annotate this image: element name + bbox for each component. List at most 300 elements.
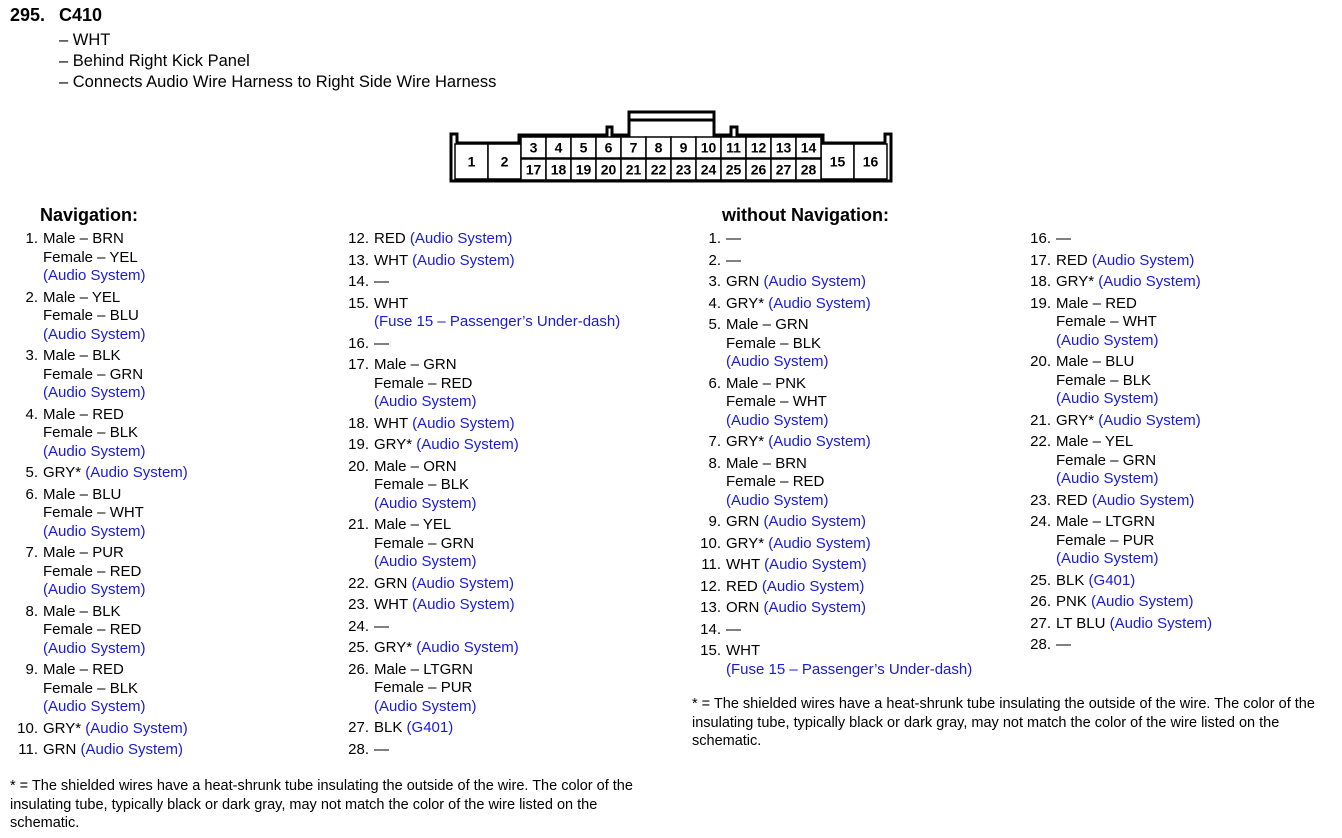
pin-label-21: 21 [625,161,642,178]
system-reference-link[interactable]: (Audio System) [764,556,867,573]
pin-entry [341,575,671,594]
system-reference-link[interactable]: (Audio System) [1098,273,1201,290]
system-reference-link[interactable]: (Audio System) [43,698,146,715]
pin-detail-line [1056,332,1159,351]
wire-color: WHT [374,294,409,312]
wire-color: Male – RED [43,661,124,678]
pin-detail-line [374,661,477,680]
pin-detail-line [374,393,477,412]
wire-color: Female – BLK [374,476,470,493]
pin-detail-line [374,618,389,637]
system-reference-link[interactable]: (Audio System) [374,494,477,512]
pin-label-26: 26 [750,161,767,178]
pin-label-2: 2 [500,153,509,170]
pin-number: 9. [708,513,721,530]
system-reference-link[interactable]: (Audio System) [43,581,146,598]
wire-color: — [374,617,389,635]
wire-color: Female – RED [43,562,142,580]
system-reference-link[interactable]: (Audio System) [80,741,184,758]
wire-color: Male – LTGRN [1056,513,1155,530]
pin-number: 8. [708,454,721,472]
pin-detail-line [43,406,146,425]
system-reference-link[interactable]: (Audio System) [1109,614,1213,632]
pin-detail-line [43,698,146,717]
pin-detail-line [43,661,146,680]
pin-entry [1023,492,1333,511]
pin-detail-line [726,535,871,554]
pin-number: 2. [708,251,721,269]
pin-detail-line [374,230,512,249]
pin-entry [1023,230,1333,249]
pin-label-18: 18 [550,161,567,178]
pin-number: 25. [1030,571,1051,589]
pin-detail-line [43,720,188,739]
wire-color: GRN [726,513,760,530]
pin-label-9: 9 [679,139,688,156]
pin-detail-line [1056,452,1159,471]
pin-number: 8. [25,602,38,620]
pin-detail-line [374,375,477,394]
wire-color: WHT [726,642,761,659]
pin-number: 12. [348,230,369,247]
pin-detail-line [43,424,146,443]
system-reference-link[interactable]: (Audio System) [726,491,829,509]
wire-color: Male – LTGRN [374,660,473,678]
pin-label-17: 17 [525,161,542,178]
wire-color: Male – GRN [726,316,809,333]
pin-number: 15. [700,642,721,659]
pin-detail-line [1056,353,1159,372]
pin-number: 5. [708,316,721,333]
pin-entry [10,347,330,403]
wire-color: GRY* [726,433,765,450]
pin-number: 28. [348,740,369,758]
pin-detail-line [1056,252,1194,271]
pin-number: 6. [708,374,721,392]
wire-color: Male – YEL [1056,433,1134,450]
wire-color: Female – GRN [374,534,475,552]
pin-entry [1023,295,1333,351]
pin-detail-line [43,230,146,249]
pin-detail-line [726,230,741,249]
pin-detail-line [374,639,519,658]
pin-label-20: 20 [600,161,617,178]
pin-label-16: 16 [862,153,879,170]
wire-color: Female – RED [726,473,825,490]
pin-number: 12. [700,577,721,595]
wire-color: Male – RED [1056,294,1137,312]
pin-detail-line [726,455,829,474]
pin-entry [341,436,671,455]
wire-color: Male – PUR [43,544,124,561]
pin-detail-line [726,556,867,575]
wire-color: RED [726,577,758,595]
pin-entry [1023,593,1333,612]
system-reference-link[interactable]: (Audio System) [1056,390,1159,407]
pin-detail-line [43,563,146,582]
wire-color: BLK [374,719,403,736]
wire-color: GRY* [1056,411,1095,429]
pin-number: 4. [25,405,38,423]
pin-number: 9. [25,661,38,678]
system-reference-link[interactable]: (Audio System) [1056,331,1159,349]
wire-color: GRY* [43,719,82,737]
pin-number: 14. [348,273,369,290]
pin-entry [1023,513,1333,569]
wire-color: Female – GRN [1056,451,1157,469]
system-reference-link[interactable]: (Audio System) [726,353,829,370]
connector-diagram [445,108,895,188]
pin-label-24: 24 [700,161,717,178]
pin-entry [693,599,1013,618]
connector-location-line: – Behind Right Kick Panel [59,52,250,70]
pin-number: 7. [25,544,38,561]
wire-color: LT BLU [1056,614,1106,632]
system-reference-link[interactable]: (G401) [406,719,454,736]
pin-number: 17. [348,356,369,373]
system-reference-link[interactable]: (Audio System) [416,436,519,453]
pin-detail-line [374,436,519,455]
wire-color: Male – RED [43,405,124,423]
pin-detail-line [43,544,146,563]
pin-number: 14. [700,620,721,638]
wire-color: — [726,251,741,269]
pin-detail-line [43,249,146,268]
pin-detail-line [726,393,829,412]
system-reference-link[interactable]: (Audio System) [409,230,513,247]
pin-detail-line [1056,372,1159,391]
pin-detail-line [726,353,829,372]
wire-color: Female – PUR [374,679,473,696]
pin-detail-line [43,621,146,640]
wire-color: — [726,230,741,247]
system-reference-link[interactable]: (Fuse 15 – Passenger’s Under-dash) [374,313,621,330]
system-reference-link[interactable]: (G401) [1088,571,1136,589]
pin-entry [341,458,671,514]
system-reference-link[interactable]: (Audio System) [85,719,188,737]
pin-entry [693,455,1013,511]
wire-color: Female – BLK [43,679,139,697]
pin-detail-line [374,458,477,477]
pin-number: 21. [348,516,369,533]
pin-label-4: 4 [554,139,563,156]
system-reference-link[interactable]: (Audio System) [1056,470,1159,487]
pin-entry [693,230,1013,249]
navigation-pin-list-1 [10,230,330,763]
pin-detail-line [726,375,829,394]
system-reference-link[interactable]: (Audio System) [43,639,146,657]
pin-detail-line [43,486,146,505]
pin-label-14: 14 [800,139,817,156]
pin-number: 25. [348,639,369,656]
pin-entry [341,415,671,434]
pin-number: 11. [18,741,38,758]
wire-color: — [1056,230,1071,247]
system-reference-link[interactable]: (Audio System) [1091,491,1195,509]
system-reference-link[interactable]: (Audio System) [761,577,865,595]
pin-detail-line [43,326,146,345]
pin-detail-line [43,289,146,308]
pin-entry [341,618,671,637]
wire-color: Male – BLU [43,485,122,503]
system-reference-link[interactable]: (Audio System) [768,433,871,450]
pin-detail-line [1056,230,1071,249]
pin-entry [341,230,671,249]
system-reference-link[interactable]: (Audio System) [763,273,867,290]
pin-entry [10,486,330,542]
navigation-pin-list-2 [341,230,671,762]
system-reference-link[interactable]: (Audio System) [411,574,515,592]
pin-detail-line [726,621,741,640]
connector-title: C410 [59,5,103,25]
pin-entry [10,544,330,600]
wire-color: Male – PNK [726,374,807,392]
pin-detail-line [43,464,188,483]
wire-color: RED [374,230,406,247]
system-reference-link[interactable]: (Audio System) [374,393,477,410]
pin-entry [1023,353,1333,409]
pin-label-10: 10 [700,139,717,156]
pin-detail-line [1056,470,1159,489]
pin-entry [10,741,330,760]
pin-label-22: 22 [650,161,667,178]
pin-detail-line [374,741,389,760]
pin-number: 13. [348,251,369,269]
pin-detail-line [726,599,866,618]
navigation-heading: Navigation: [40,205,139,225]
system-reference-link[interactable]: (Audio System) [85,464,188,481]
wire-color: — [374,334,389,352]
wire-color: — [374,273,389,290]
system-reference-link[interactable]: (Audio System) [1056,550,1159,567]
wire-color: Female – YEL [43,248,138,266]
pin-detail-line [374,495,477,514]
system-reference-link[interactable]: (Audio System) [1091,251,1195,269]
pin-detail-line [726,492,829,511]
wire-color: GRY* [374,436,413,453]
pin-entry [1023,412,1333,431]
pin-detail-line [726,316,829,335]
pin-label-7: 7 [629,139,638,156]
pin-entry [341,719,671,738]
pin-entry [1023,636,1333,655]
connector-color-line: – WHT [59,31,111,49]
pin-entry [693,433,1013,452]
pin-detail-line [43,741,183,760]
wire-color: Male – BLU [1056,353,1135,370]
pin-label-11: 11 [726,139,741,156]
system-reference-link[interactable]: (Audio System) [412,596,515,613]
pin-detail-line [726,578,864,597]
pin-label-6: 6 [604,139,613,156]
wire-color: — [1056,636,1071,653]
wire-color: Male – BRN [43,230,124,247]
pin-detail-line [43,504,146,523]
pin-number: 23. [1030,491,1051,509]
wire-color: Female – BLK [726,334,822,352]
pin-entry [693,535,1013,554]
pin-entry [10,661,330,717]
pin-detail-line [726,295,871,314]
system-reference-link[interactable]: (Fuse 15 – Passenger’s Under-dash) [726,660,973,678]
pin-number: 1. [25,230,38,247]
system-reference-link[interactable]: (Audio System) [43,325,146,343]
pin-entry [1023,572,1333,591]
pin-detail-line [43,523,146,542]
wire-color: GRY* [43,464,82,481]
system-reference-link[interactable]: (Audio System) [1091,593,1194,610]
pin-entry [1023,252,1333,271]
pin-detail-line [374,273,389,292]
pin-entry [1023,433,1333,489]
wire-color: — [374,740,389,758]
wire-color: Female – BLK [43,424,139,441]
wire-color: GRN [726,273,760,290]
system-reference-link[interactable]: (Audio System) [768,534,871,552]
pin-detail-line [726,273,866,292]
pin-entry [341,639,671,658]
pin-detail-line [1056,550,1159,569]
pin-entry [10,289,330,345]
pin-number: 3. [25,347,38,364]
pin-entry [341,596,671,615]
wire-color: Female – RED [374,374,473,392]
pin-number: 24. [348,617,369,635]
pin-detail-line [726,513,866,532]
wire-color: Female – WHT [1056,313,1157,330]
wire-color: GRN [43,741,77,758]
system-reference-link[interactable]: (Audio System) [374,697,477,715]
pin-number: 20. [348,457,369,475]
pin-number: 1. [708,230,721,247]
without-navigation-pin-list-2 [1023,230,1333,658]
wire-color: Male – GRN [374,356,457,373]
pin-number: 16. [348,334,369,352]
pin-number: 19. [348,436,369,453]
pin-detail-line [43,347,146,366]
pin-label-23: 23 [675,161,692,178]
pin-entry [1023,615,1333,634]
pin-detail-line [1056,636,1071,655]
pin-number: 23. [348,596,369,613]
pin-detail-line [43,640,146,659]
pin-entry [693,375,1013,431]
pin-cells [455,137,887,180]
pin-number: 10. [17,719,38,737]
wire-color: — [726,620,741,638]
system-reference-link[interactable]: (Audio System) [374,553,477,570]
pin-detail-line [1056,433,1159,452]
wire-color: ORN [726,599,760,616]
wire-color: Male – BLK [43,602,121,620]
wire-color: Female – WHT [43,504,144,521]
pin-entry [10,603,330,659]
system-reference-link[interactable]: (Audio System) [768,294,871,312]
pin-number: 27. [1030,614,1051,632]
pin-number: 4. [708,294,721,312]
wire-color: Male – ORN [374,457,457,475]
wire-color: Female – GRN [43,365,144,383]
pin-number: 5. [25,464,38,481]
wire-color: BLK [1056,571,1085,589]
system-reference-link[interactable]: (Audio System) [43,384,146,401]
system-reference-link[interactable]: (Audio System) [43,267,146,284]
pin-number: 17. [1030,251,1051,269]
wire-color: Male – BRN [726,454,807,472]
wire-color: Female – BLK [1056,371,1152,389]
pin-detail-line [726,252,741,271]
pin-detail-line [43,267,146,286]
system-reference-link[interactable]: (Audio System) [726,411,829,429]
pin-detail-line [374,252,515,271]
pin-number: 22. [1030,433,1051,450]
pin-label-28: 28 [800,161,817,178]
system-reference-link[interactable]: (Audio System) [1098,411,1201,429]
pin-detail-line [43,443,146,462]
pin-entry [341,661,671,717]
pin-entry [341,741,671,760]
pin-entry [341,356,671,412]
pin-entry [693,621,1013,640]
pin-detail-line [1056,412,1201,431]
pin-detail-line [1056,390,1159,409]
pin-detail-line [374,719,453,738]
pin-entry [693,578,1013,597]
pin-label-3: 3 [529,139,538,156]
pin-number: 15. [348,294,369,312]
pin-detail-line [374,553,477,572]
pin-entry [341,335,671,354]
pin-entry [693,556,1013,575]
wire-color: WHT [726,556,760,573]
wire-color: GRY* [374,639,413,656]
system-reference-link[interactable]: (Audio System) [412,251,515,269]
pin-number: 22. [348,574,369,592]
pin-detail-line [1056,492,1194,511]
pin-detail-line [726,433,871,452]
pin-number: 18. [348,414,369,432]
wire-color: Male – YEL [43,288,121,306]
pin-detail-line [374,356,477,375]
system-reference-link[interactable]: (Audio System) [43,442,146,460]
pin-entry [693,273,1013,292]
pin-number: 7. [708,433,721,450]
pin-number: 10. [700,534,721,552]
pin-number: 27. [348,719,369,736]
pin-detail-line [374,679,477,698]
pin-detail-line [726,473,829,492]
pin-number: 3. [708,273,721,290]
pin-detail-line [1056,513,1159,532]
pin-entry [341,516,671,572]
pin-detail-line [374,295,620,314]
pin-entry [341,295,671,332]
system-reference-link[interactable]: (Audio System) [763,513,867,530]
pin-number: 21. [1030,411,1051,429]
system-reference-link[interactable]: (Audio System) [416,639,519,656]
system-reference-link[interactable]: (Audio System) [763,599,867,616]
pin-entry [10,230,330,286]
wire-color: GRY* [726,534,765,552]
wire-color: RED [1056,491,1088,509]
section-number: 295. [10,5,46,25]
without-navigation-heading: without Navigation: [722,205,889,225]
pin-entry [693,316,1013,372]
system-reference-link[interactable]: (Audio System) [43,522,146,540]
pin-detail-line [43,581,146,600]
system-reference-link[interactable]: (Audio System) [412,414,515,432]
wire-color: GRN [374,574,408,592]
